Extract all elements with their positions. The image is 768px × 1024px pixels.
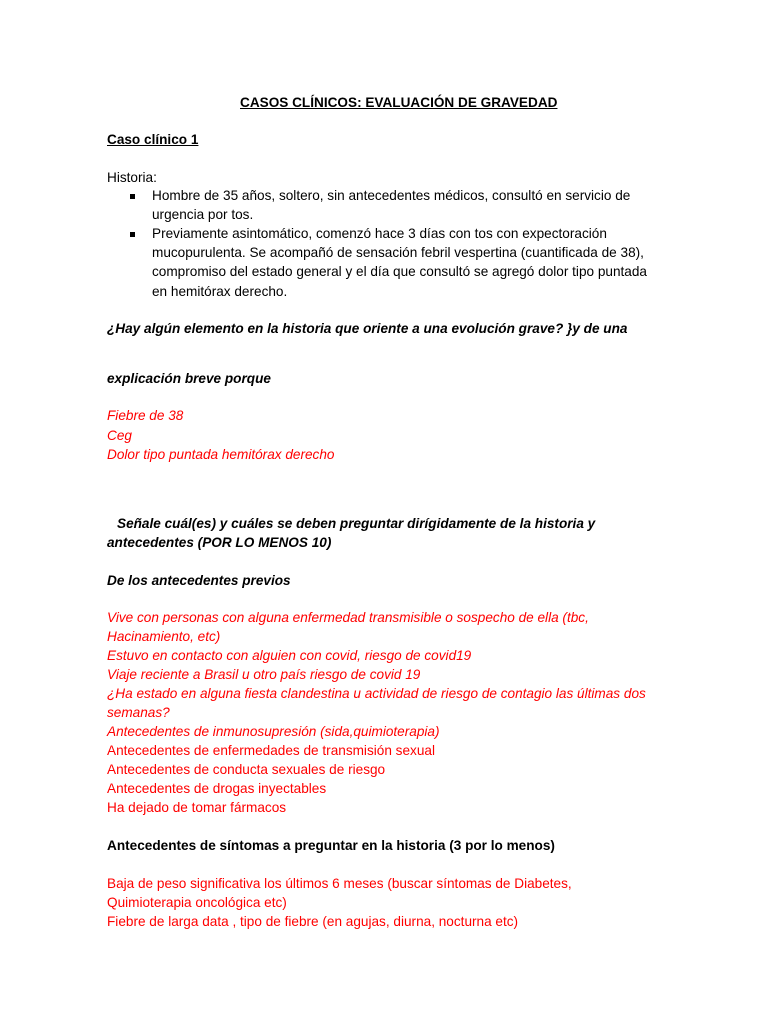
answer-2-item: semanas? (107, 705, 170, 720)
history-bullet-2-line-2: mucopurulenta. Se acompañó de sensación febril vespertina (cuantificada de 38), (152, 245, 644, 260)
answer-2-item: Antecedentes de drogas inyectables (107, 781, 327, 796)
answer-1-item: Fiebre de 38 (107, 408, 184, 423)
subheading-symptoms: Antecedentes de síntomas a preguntar en la historia (3 por lo menos) (107, 838, 555, 853)
answer-3-item: Fiebre de larga data , tipo de fiebre (en agujas, diurna, nocturna etc) (107, 914, 519, 929)
answer-2-item: Viaje reciente a Brasil u otro país riesgo de covid 19 (107, 667, 421, 682)
history-bullet-1-line-2: urgencia por tos. (152, 207, 254, 222)
question-2-line-2: antecedentes (POR LO MENOS 10) (107, 535, 332, 550)
history-bullet-1-line-1: Hombre de 35 años, soltero, sin antecedentes médicos, consultó en servicio de (152, 188, 631, 203)
history-bullet-2-line-4: en hemitórax derecho. (152, 284, 288, 299)
history-bullet-2-line-1: Previamente asintomático, comenzó hace 3 días con tos con expectoración (152, 226, 607, 241)
document-title: CASOS CLÍNICOS: EVALUACIÓN DE GRAVEDAD (240, 95, 558, 110)
answer-2-item: Antecedentes de conducta sexuales de riesgo (107, 762, 386, 777)
subheading-previous-history: De los antecedentes previos (107, 573, 291, 588)
answer-2-item: Antecedentes de inmunosupresión (sida,quimioterapia) (107, 724, 440, 739)
answer-3-item: Quimioterapia oncológica etc) (107, 895, 287, 910)
question-1-line-2: explicación breve porque (107, 371, 271, 386)
bullet-icon (130, 232, 135, 237)
answer-2-item: Antecedentes de enfermedades de transmisión sexual (107, 743, 435, 758)
bullet-icon (130, 194, 135, 199)
answer-1-item: Dolor tipo puntada hemitórax derecho (107, 447, 335, 462)
question-1-line-1: ¿Hay algún elemento en la historia que oriente a una evolución grave? }y de una (107, 321, 628, 336)
case-heading: Caso clínico 1 (107, 132, 199, 147)
answer-1-item: Ceg (107, 428, 132, 443)
answer-2-item: Estuvo en contacto con alguien con covid, riesgo de covid19 (107, 648, 472, 663)
answer-2-item: ¿Ha estado en alguna fiesta clandestina u actividad de riesgo de contagio las últimas dos (107, 686, 646, 701)
answer-2-item: Hacinamiento, etc) (107, 629, 221, 644)
question-2-line-1: Señale cuál(es) y cuáles se deben preguntar dirígidamente de la historia y (117, 516, 596, 531)
answer-2-item: Vive con personas con alguna enfermedad transmisible o sospecho de ella (tbc, (107, 610, 589, 625)
answer-2-item: Ha dejado de tomar fármacos (107, 800, 287, 815)
history-bullet-2-line-3: compromiso del estado general y el día que consultó se agregó dolor tipo puntada (152, 264, 647, 279)
history-label: Historia: (107, 170, 157, 185)
answer-3-item: Baja de peso significativa los últimos 6 meses (buscar síntomas de Diabetes, (107, 876, 572, 891)
